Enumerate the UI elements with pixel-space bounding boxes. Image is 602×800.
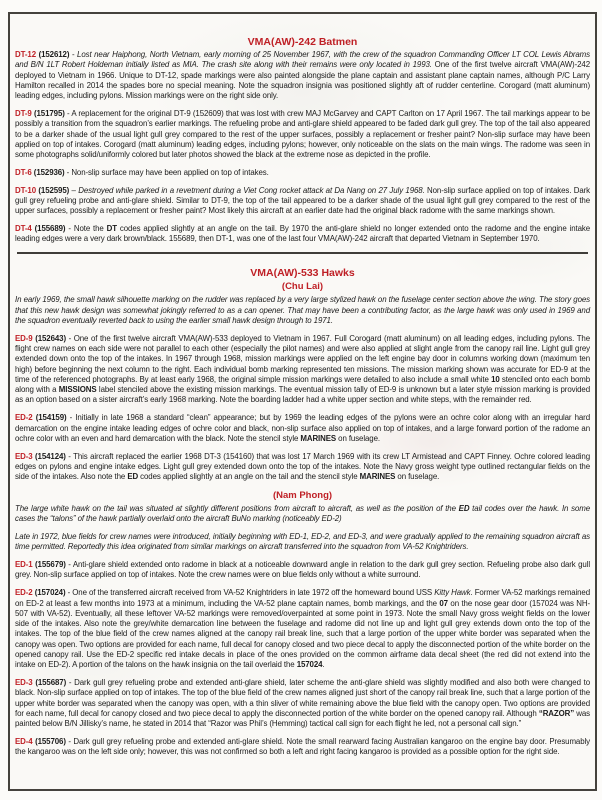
nam-phong-paragraph-2	[15, 532, 590, 553]
text-segment: Note the	[73, 224, 107, 234]
text-segment: One of the first twelve aircraft VMA(AW)-242 deployed to Vietnam in 1966. Unique to DT-12, spade markings were also painted alongside the plane captain and assistant plane captain names, although P/C Larry Hamilton recalled in 2014 the spades bore no special meaning. Note the squadron insignia was positioned slightly aft of rudder centerline. Corogard (matt aluminum) leading edges, including pylons. Mission markings were on the right side only.	[15, 60, 590, 101]
scanned-page	[8, 12, 597, 791]
text-segment: Initially in late 1968 a standard “clean” appearance; but by 1969 the leading edges of the pylons were an ochre color along with an irregular hard demarcation on the engine intake leading edges of ochre color and black, non-slip surface also applied on top of intakes, and a large forward portion of the radome an ochre color with an even and hard demarcation with the black. Note the stencil style	[15, 413, 590, 443]
text-segment: Dark gull grey refueling probe and extended anti-glare shield. Note the small rearward facing Australian kangaroo on the engine bay door. Presumably the kangaroo was on the left side only; however, this was not confirmed so both a left and right facing kangaroo is provided as a possible option for the right side.	[15, 737, 590, 757]
aircraft-entry: DT-9 (151795) - A replacement for the original DT-9 (152609) that was lost with crew MAJ McGarvey and CAPT Carlton on 17 April 1967. The tail markings appear to be possibly a transition from the squadron’s earlier markings. The refueling probe and anti-glare shield appeared to be faded dark gull grey. The top of the tail also appeared to be a darker shade of the usual light gull grey compared to the rest of the upper surfaces, possibly a replacement or fresher paint? Non-slip surface may have been applied on top of intakes. Corogard (matt aluminum) leading edges, including pylons; however, only noticeable on the slats on the main wings. The radome was seen in some photographs solid/uniformly colored but later photos showed the black at the extreme nose as depicted in the profile.	[15, 108, 590, 160]
aircraft-tail-code: DT-12	[15, 50, 36, 59]
text-segment: was painted below B/N Jillisky’s name, he stated in 2014 that “Razor was Phil’s (Hemming) tactical call sign for each flight he led, not a personal call sign.”	[15, 709, 590, 729]
text-segment: The large white hawk on the tail was situated at slightly different positions from aircraft to aircraft, as well as the position of the	[15, 504, 459, 513]
entries-vma242	[15, 50, 590, 245]
section-subtitle-nam-phong: (Nam Phong)	[272, 490, 333, 501]
aircraft-buno: (152595)	[38, 185, 70, 195]
text-segment: ED	[127, 472, 139, 482]
entries-chu-lai	[15, 334, 590, 483]
text-segment: Destroyed while parked in a revetment during a Viet Cong rocket attack at Da Nang on 27 July 1968.	[78, 185, 425, 195]
aircraft-tail-code: ED-3	[15, 451, 33, 461]
aircraft-tail-code: DT-4	[15, 224, 32, 234]
aircraft-tail-code: ED-4	[15, 737, 33, 747]
text-segment: stenciled onto each bomb along with a	[15, 374, 590, 395]
text-segment: . Former VA-52 markings remained on ED-2 at least a few months into 1973 at a minimum, including the VA-52 plane captain names, bomb markings, and the	[15, 588, 591, 608]
entries-nam-phong	[15, 560, 590, 758]
aircraft-entry: ED-4 (155706) - Dark gull grey refueling probe and extended anti-glare shield. Note the small rearward facing Australian kangaroo on the engine bay door. Presumably the kangaroo was on the left side only; however, this was not confirmed so both a left and right facing kangaroo is provided as a possible option for the right side.	[15, 737, 590, 757]
text-segment: label stenciled above the existing mission markings. The eventual mission tally of ED-9 is unknown but a later style mission marking is provided as an option based on a sister aircraft’s early 1968 marking. Note the boarding ladder had a white upper section and white steps, with the remainder red.	[15, 385, 590, 405]
section-title-vma242: VMA(AW)-242 Batmen	[247, 36, 358, 48]
aircraft-entry: DT-6 (152936) - Non-slip surface may have been applied on top of intakes.	[15, 167, 269, 177]
aircraft-entry: ED-9 (152643) - One of the first twelve aircraft VMA(AW)-533 deployed to Vietnam in 1967. Full Corogard (matt aluminum) on all leading edges, including pylons. The flight crew names on each side were not parallel to each other (especially the pilot names) and were also applied at slight angle from the canopy rail line. Light gull grey extended down onto the top of the intakes. In 1967 through 1968, mission markings were applied on the left engine bay door in columns working down (maximum ten high) before beginning the next column to the right. Each individual bomb marking represented ten missions. The mission marking shown was accurate for ED-9 at the time of the referenced photographs. By at least early 1968, the original simple mission markings were detailed to also include a small white 10 stenciled onto each bomb along with a MISSIONS label stenciled above the existing mission markings. The eventual mission tally of ED-9 is unknown but a later style mission marking is provided as an option based on a sister aircraft’s early 1968 marking. Note the boarding ladder had a white upper section and white steps, with the remainder red.	[15, 333, 590, 405]
aircraft-tail-code: DT-10	[15, 185, 36, 195]
text-segment: In early 1969, the small hawk silhouette marking on the rudder was replaced by a very large stylized hawk on the fuselage center section above the wing. The story goes that this new hawk design was somewhat jokingly referred to as a can opener. That may have been a contributing factor, as the large hawk was only used in 1969 and the squadron eventually reverted back to using the earlier small hawk design through to 1971.	[15, 295, 590, 325]
text-segment: 10	[491, 374, 500, 384]
aircraft-tail-code: DT-6	[15, 167, 32, 177]
aircraft-buno: (154124)	[35, 451, 66, 461]
text-segment: 07	[439, 598, 448, 608]
aircraft-tail-code: DT-9	[15, 108, 32, 118]
aircraft-entry: ED-2 (154159) - Initially in late 1968 a standard “clean” appearance; but by 1969 the leading edges of the pylons were an ochre color along with an irregular hard demarcation on the engine intake leading edges of ochre color and black, non-slip surface also applied on top of intakes, and a large forward portion of the radome an ochre color with an even and hard demarcation with the black. Note the stencil style MARINES on fuselage.	[15, 413, 590, 443]
aircraft-entry: ED-3 (155687) - Dark gull grey refueling probe and extended anti-glare shield, later scheme the anti-glare shield was slightly modified and also both were changed to black. Non-slip surface applied on top of intakes. The top of the blue field of the crew names aligned just short of the canopy rail break line, such that a large portion of the upper white border was separated when the canopy was open, with a thin sliver of white remaining above the blue field with the canopy open. Two options are provided for each name, full decal for canopy closed and two piece decal to apply the disconnected portion of the white border on the opened canopy rail. Although “RAZOR” was painted below B/N Jillisky’s name, he stated in 2014 that “Razor was Phil’s (Hemming) tactical call sign for each flight he led, not a personal call sign.”	[15, 678, 590, 729]
aircraft-buno: (154159)	[35, 413, 67, 423]
aircraft-buno: (155679)	[35, 560, 66, 570]
aircraft-buno: (157024)	[34, 588, 66, 598]
text-segment: codes applied slightly at an angle on the tail and the stencil style	[138, 472, 360, 482]
aircraft-entry: ED-2 (157024) - One of the transferred aircraft received from VA-52 Knightriders in late 1972 off the homeward bound USS Kitty Hawk. Former VA-52 markings remained on ED-2 at least a few months into 1973 at a minimum, including the VA-52 plane captain names, bomb markings, and the 07 on the nose gear door (157024 was NH-507 with VA-52). Eventually, all these leftover VA-52 markings were removed/overpainted at some point in 1973. Note the small Navy gross weight fields on the lower side of the intakes. Also note the grey/white demarcation line between the fuselage and radome did not line up and light gull grey extends down onto the top of the intakes. The top of the blue field of the crew names aligned at the canopy rail break line, such that a large portion of the upper white border was separated when the canopy was open. Two options are provided for each name, full decal for canopy closed and two piece decal to apply the disconnected portion of the white border on the opened canopy rail. Use the ED-2 specific red intake decals in place of the ones provided on the common airframe data decal sheet (the red did not extend into the intake on ED-2). A portion of the talons on the hawk insignia on the tail overlaid the 157024.	[15, 588, 591, 670]
intro-paragraph-533	[15, 295, 590, 326]
text-segment: “RAZOR”	[538, 709, 575, 719]
aircraft-buno: (152643)	[35, 333, 66, 343]
text-segment: .	[322, 660, 325, 670]
aircraft-buno: (151795)	[33, 108, 65, 118]
text-segment: tail codes over the hawk. In some cases the “talons” of the hawk partially overlaid onto the aircraft BuNo marking (noticeably ED-2)	[15, 504, 590, 524]
aircraft-entry: DT-4 (155689) - Note the DT codes applied slightly at an angle on the tail. By 1970 the anti-glare shield no longer extended onto the radome and the engine intake leading edges were a very dark brown/black. 155689, then DT-1, was one of the last four VMA(AW)-242 aircraft that departed Vietnam in September 1970.	[15, 224, 590, 244]
text-segment: on fuselage.	[395, 472, 440, 482]
text-segment: DT	[106, 224, 117, 234]
aircraft-entry: DT-12 (152612) - Lost near Haiphong, North Vietnam, early morning of 25 November 1967, with the crew of the squadron Commanding Officer LT COL Lewis Abrams and B/N 1LT Robert Holdeman initially listed as MIA. The crash site along with their remains were only located in 1993. One of the first twelve aircraft VMA(AW)-242 deployed to Vietnam in 1966. Unique to DT-12, spade markings were also painted alongside the plane captain and assistant plane captain names, although P/C Larry Hamilton recalled in 2014 the spades bore no special meaning. Note the squadron insignia was positioned slightly aft of rudder centerline. Corogard (matt aluminum) leading edges, including pylons. Mission markings were on the right side only.	[15, 50, 591, 101]
text-segment: MISSIONS	[58, 385, 97, 395]
text-segment: ED	[458, 504, 470, 513]
text-segment: codes applied slightly at an angle on the tail. By 1970 the anti-glare shield no longer extended onto the radome and the engine intake leading edges were a very dark brown/black. 155689, then DT-1, was one of the last four VMA(AW)-242 aircraft that departed Vietnam in September 1970.	[15, 224, 590, 244]
text-segment: Late in 1972, blue fields for crew names were introduced, initially beginning with ED-1, ED-2, and ED-3, and were gradually applied to the remaining squadron aircraft as time permitted. Reportedly this idea originated from similar markings on aircraft transferred into the squadron from VA-52 Knightriders.	[15, 532, 590, 552]
aircraft-entry: ED-1 (155679) - Anti-glare shield extended onto radome in black at a noticeable downward angle in relation to the dark gull grey section. Refueling probe also dark gull grey. Non-slip surface applied on top of intakes. Note the crew names were on blue fields only without a white surround.	[15, 560, 590, 580]
text-segment: Kitty Hawk	[434, 588, 471, 598]
text-segment: One of the first twelve aircraft VMA(AW)-533 deployed to Vietnam in 1967. Full Corogard (matt aluminum) on all leading edges, including pylons. The flight crew names on each side were not parallel to each other (especially the pilot names) and were also applied at slight angle from the canopy rail line. Light gull grey extended down onto the top of the intakes. In 1967 through 1968, mission markings were applied on the left engine bay door in columns working down (maximum ten high) before beginning the next column to the right. Each individual bomb marking represented ten missions. The mission marking shown was accurate for ED-9 at the time of the referenced photographs. By at least early 1968, the original simple mission markings were detailed to also include a small white	[15, 333, 590, 384]
aircraft-buno: (155706)	[35, 737, 66, 747]
text-segment: 157024	[296, 660, 323, 670]
section-subtitle-chu-lai: (Chu Lai)	[281, 281, 324, 293]
text-segment: Non-slip surface applied on top of intakes. Dark gull grey refueling probe and anti-glare shield. Similar to DT-9, the top of the tail appeared to be a darker shade of the usual light gull grey compared to the rest of the upper surfaces, possibly a replacement or fresher paint? Most likely this aircraft at an earlier date had the original black radome with the same markings shown.	[15, 185, 591, 216]
text-segment: Anti-glare shield extended onto radome in black at a noticeable downward angle in relation to the dark gull grey section. Refueling probe also dark gull grey. Non-slip surface applied on top of intakes. Note the crew names were on blue fields only without a white surround.	[15, 560, 590, 580]
aircraft-entry: ED-3 (154124) - This aircraft replaced the earlier 1968 DT-3 (154160) that was lost 17 March 1969 with its crew LT Armistead and CAPT Finney. Ochre colored leading edges on pylons and engine intake edges. Light gull grey extended down onto the top of the intakes. Note the Navy gross weight type outlined rectangular fields on the side of the intakes. Also note the ED codes applied slightly at an angle on the tail and the stencil style MARINES on fuselage.	[15, 451, 590, 482]
aircraft-tail-code: ED-2	[15, 588, 33, 598]
section-title-vma533: VMA(AW)-533 Hawks	[250, 267, 355, 280]
text-segment: A replacement for the original DT-9 (152609) that was lost with crew MAJ McGarvey and CAPT Carlton on 17 April 1967. The tail markings appear to be possibly a transition from the squadron’s earlier markings. The refueling probe and anti-glare shield appeared to be faded dark gull grey. The top of the tail also appeared to be a darker shade of the usual light gull grey compared to the rest of the upper surfaces, possibly a replacement or fresher paint? Non-slip surface may have been applied on top of intakes. Corogard (matt aluminum) leading edges, including pylons; however, only noticeable on the slats on the main wings. The radome was seen in some photographs solid/uniformly colored but later photos showed the black at the extreme nose as depicted in the profile.	[15, 108, 590, 160]
aircraft-buno: (155687)	[35, 678, 67, 688]
text-segment: One of the transferred aircraft received from VA-52 Knightriders in late 1972 off the homeward bound USS	[72, 588, 435, 598]
aircraft-buno: (155689)	[34, 224, 66, 234]
text-segment: Non-slip surface may have been applied on top of intakes.	[71, 167, 269, 177]
aircraft-tail-code: ED-1	[15, 560, 33, 570]
aircraft-buno: (152612)	[38, 50, 70, 59]
aircraft-tail-code: ED-3	[15, 678, 33, 688]
text-segment: MARINES	[300, 433, 337, 443]
text-segment: Lost near Haiphong, North Vietnam, early morning of 25 November 1967, with the crew of the squadron Commanding Officer LT COL Lewis Abrams and B/N 1LT Robert Holdeman initially listed as MIA. The crash site along with their remains were only located in 1993.	[15, 50, 591, 70]
text-segment: on the nose gear door (157024 was NH-507 with VA-52). Eventually, all these leftover VA-52 markings were removed/overpainted at some point in 1973. Note the small Navy gross weight fields on the lower side of the intakes. Also note the grey/white demarcation line between the fuselage and radome did not line up and light gull grey extends down onto the top of the intakes. The top of the blue field of the crew names aligned at the canopy rail break line, such that a large portion of the upper white border was separated when the canopy was open. Two options are provided for each name, full decal for canopy closed and two piece decal to apply the disconnected portion of the white border on the opened canopy rail. Use the ED-2 specific red intake decals in place of the ones provided on the common airframe data decal sheet (the red did not extend into the intake on ED-2). A portion of the talons on the hawk insignia on the tail overlaid the	[15, 598, 591, 670]
text-segment: on fuselage.	[336, 433, 380, 443]
aircraft-tail-code: ED-2	[15, 413, 33, 423]
aircraft-tail-code: ED-9	[15, 333, 33, 343]
text-segment: Dark gull grey refueling probe and extended anti-glare shield, later scheme the anti-glare shield was slightly modified and also both were changed to black. Non-slip surface applied on top of intakes. The top of the blue field of the crew names aligned just short of the canopy rail break line, such that a large portion of the upper white border was separated when the canopy was open, with a thin sliver of white remaining above the blue field with the canopy open. Two options are provided for each name, full decal for canopy closed and two piece decal to apply the disconnected portion of the white border on the opened canopy rail. Although	[15, 678, 590, 719]
text-segment: This aircraft replaced the earlier 1968 DT-3 (154160) that was lost 17 March 1969 with its crew LT Armistead and CAPT Finney. Ochre colored leading edges on pylons and engine intake edges. Light gull grey extended down onto the top of the intakes. Note the Navy gross weight type outlined rectangular fields on the side of the intakes. Also note the	[15, 451, 590, 482]
section-divider-line	[17, 252, 588, 254]
aircraft-buno: (152936)	[33, 167, 65, 177]
text-segment: MARINES	[359, 472, 396, 482]
nam-phong-paragraph-1	[15, 504, 590, 525]
aircraft-entry: DT-10 (152595) – Destroyed while parked in a revetment during a Viet Cong rocket attack at Da Nang on 27 July 1968. Non-slip surface applied on top of intakes. Dark gull grey refueling probe and anti-glare shield. Similar to DT-9, the top of the tail appeared to be a darker shade of the usual light gull grey compared to the rest of the upper surfaces, possibly a replacement or fresher paint? Most likely this aircraft at an earlier date had the original black radome with the same markings shown.	[15, 185, 591, 216]
